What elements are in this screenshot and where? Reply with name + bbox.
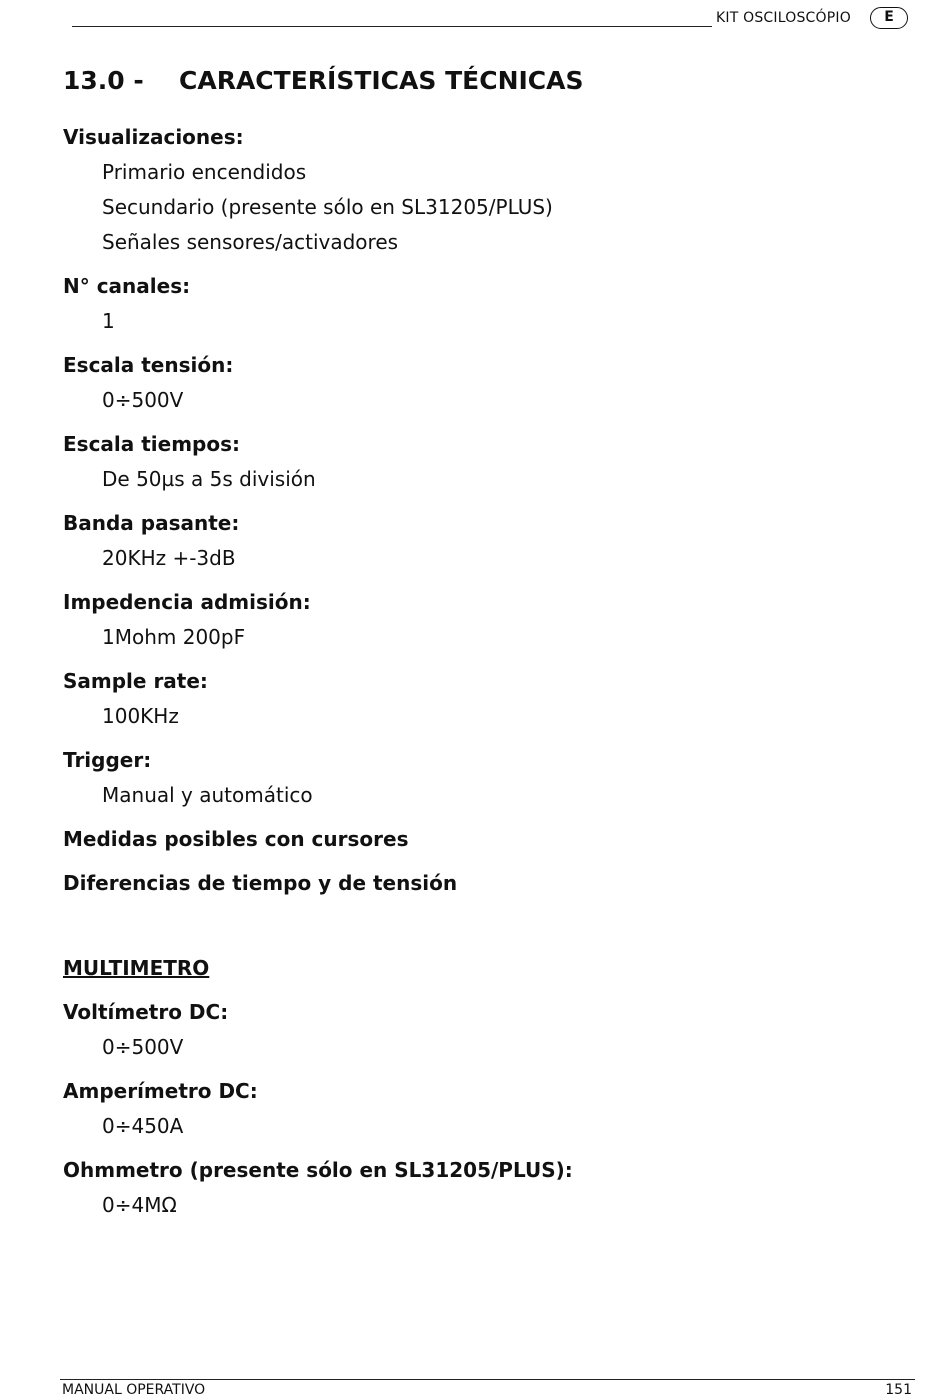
spec-value: 0÷500V [102, 388, 184, 412]
spec-label-trigger: Trigger: [63, 748, 152, 772]
header-rule [72, 26, 712, 27]
spec-label-diferencias: Diferencias de tiempo y de tensión [63, 871, 458, 895]
footer-rule [60, 1379, 915, 1380]
spec-label-amperimetro: Amperímetro DC: [63, 1079, 258, 1103]
spec-label-escala-tension: Escala tensión: [63, 353, 234, 377]
spec-label-sample-rate: Sample rate: [63, 669, 208, 693]
spec-value: Primario encendidos [102, 160, 307, 184]
spec-label-voltimetro: Voltímetro DC: [63, 1000, 229, 1024]
header-title: KIT OSCILOSCÓPIO [716, 10, 851, 26]
spec-value: 0÷4MΩ [102, 1193, 177, 1217]
page-number: 151 [885, 1382, 912, 1398]
spec-label-impedencia: Impedencia admisión: [63, 590, 311, 614]
spec-label-ohmmetro: Ohmmetro (presente sólo en SL31205/PLUS): [63, 1158, 573, 1182]
spec-label-banda-pasante: Banda pasante: [63, 511, 240, 535]
spec-value: 1Mohm 200pF [102, 625, 246, 649]
page-title [63, 66, 584, 95]
spec-value: De 50µs a 5s división [102, 467, 316, 491]
spec-label-visualizaciones: Visualizaciones: [63, 125, 244, 149]
language-badge: E [870, 7, 908, 29]
spec-value: 0÷500V [102, 1035, 184, 1059]
spec-value: 100KHz [102, 704, 179, 728]
section-number: 13.0 - [63, 66, 144, 95]
multimetro-heading: MULTIMETRO [63, 956, 210, 980]
spec-label-medidas: Medidas posibles con cursores [63, 827, 409, 851]
footer-manual-title: MANUAL OPERATIVO [62, 1382, 206, 1398]
spec-value: Secundario (presente sólo en SL31205/PLUS) [102, 195, 553, 219]
spec-content [63, 120, 903, 1223]
section-title: CARACTERÍSTICAS TÉCNICAS [179, 66, 584, 95]
spec-label-escala-tiempos: Escala tiempos: [63, 432, 241, 456]
spec-value: Manual y automático [102, 783, 313, 807]
spec-label-canales: N° canales: [63, 274, 191, 298]
spec-value: 1 [102, 309, 115, 333]
spec-value: Señales sensores/activadores [102, 230, 399, 254]
spec-value: 0÷450A [102, 1114, 184, 1138]
spec-value: 20KHz +-3dB [102, 546, 236, 570]
